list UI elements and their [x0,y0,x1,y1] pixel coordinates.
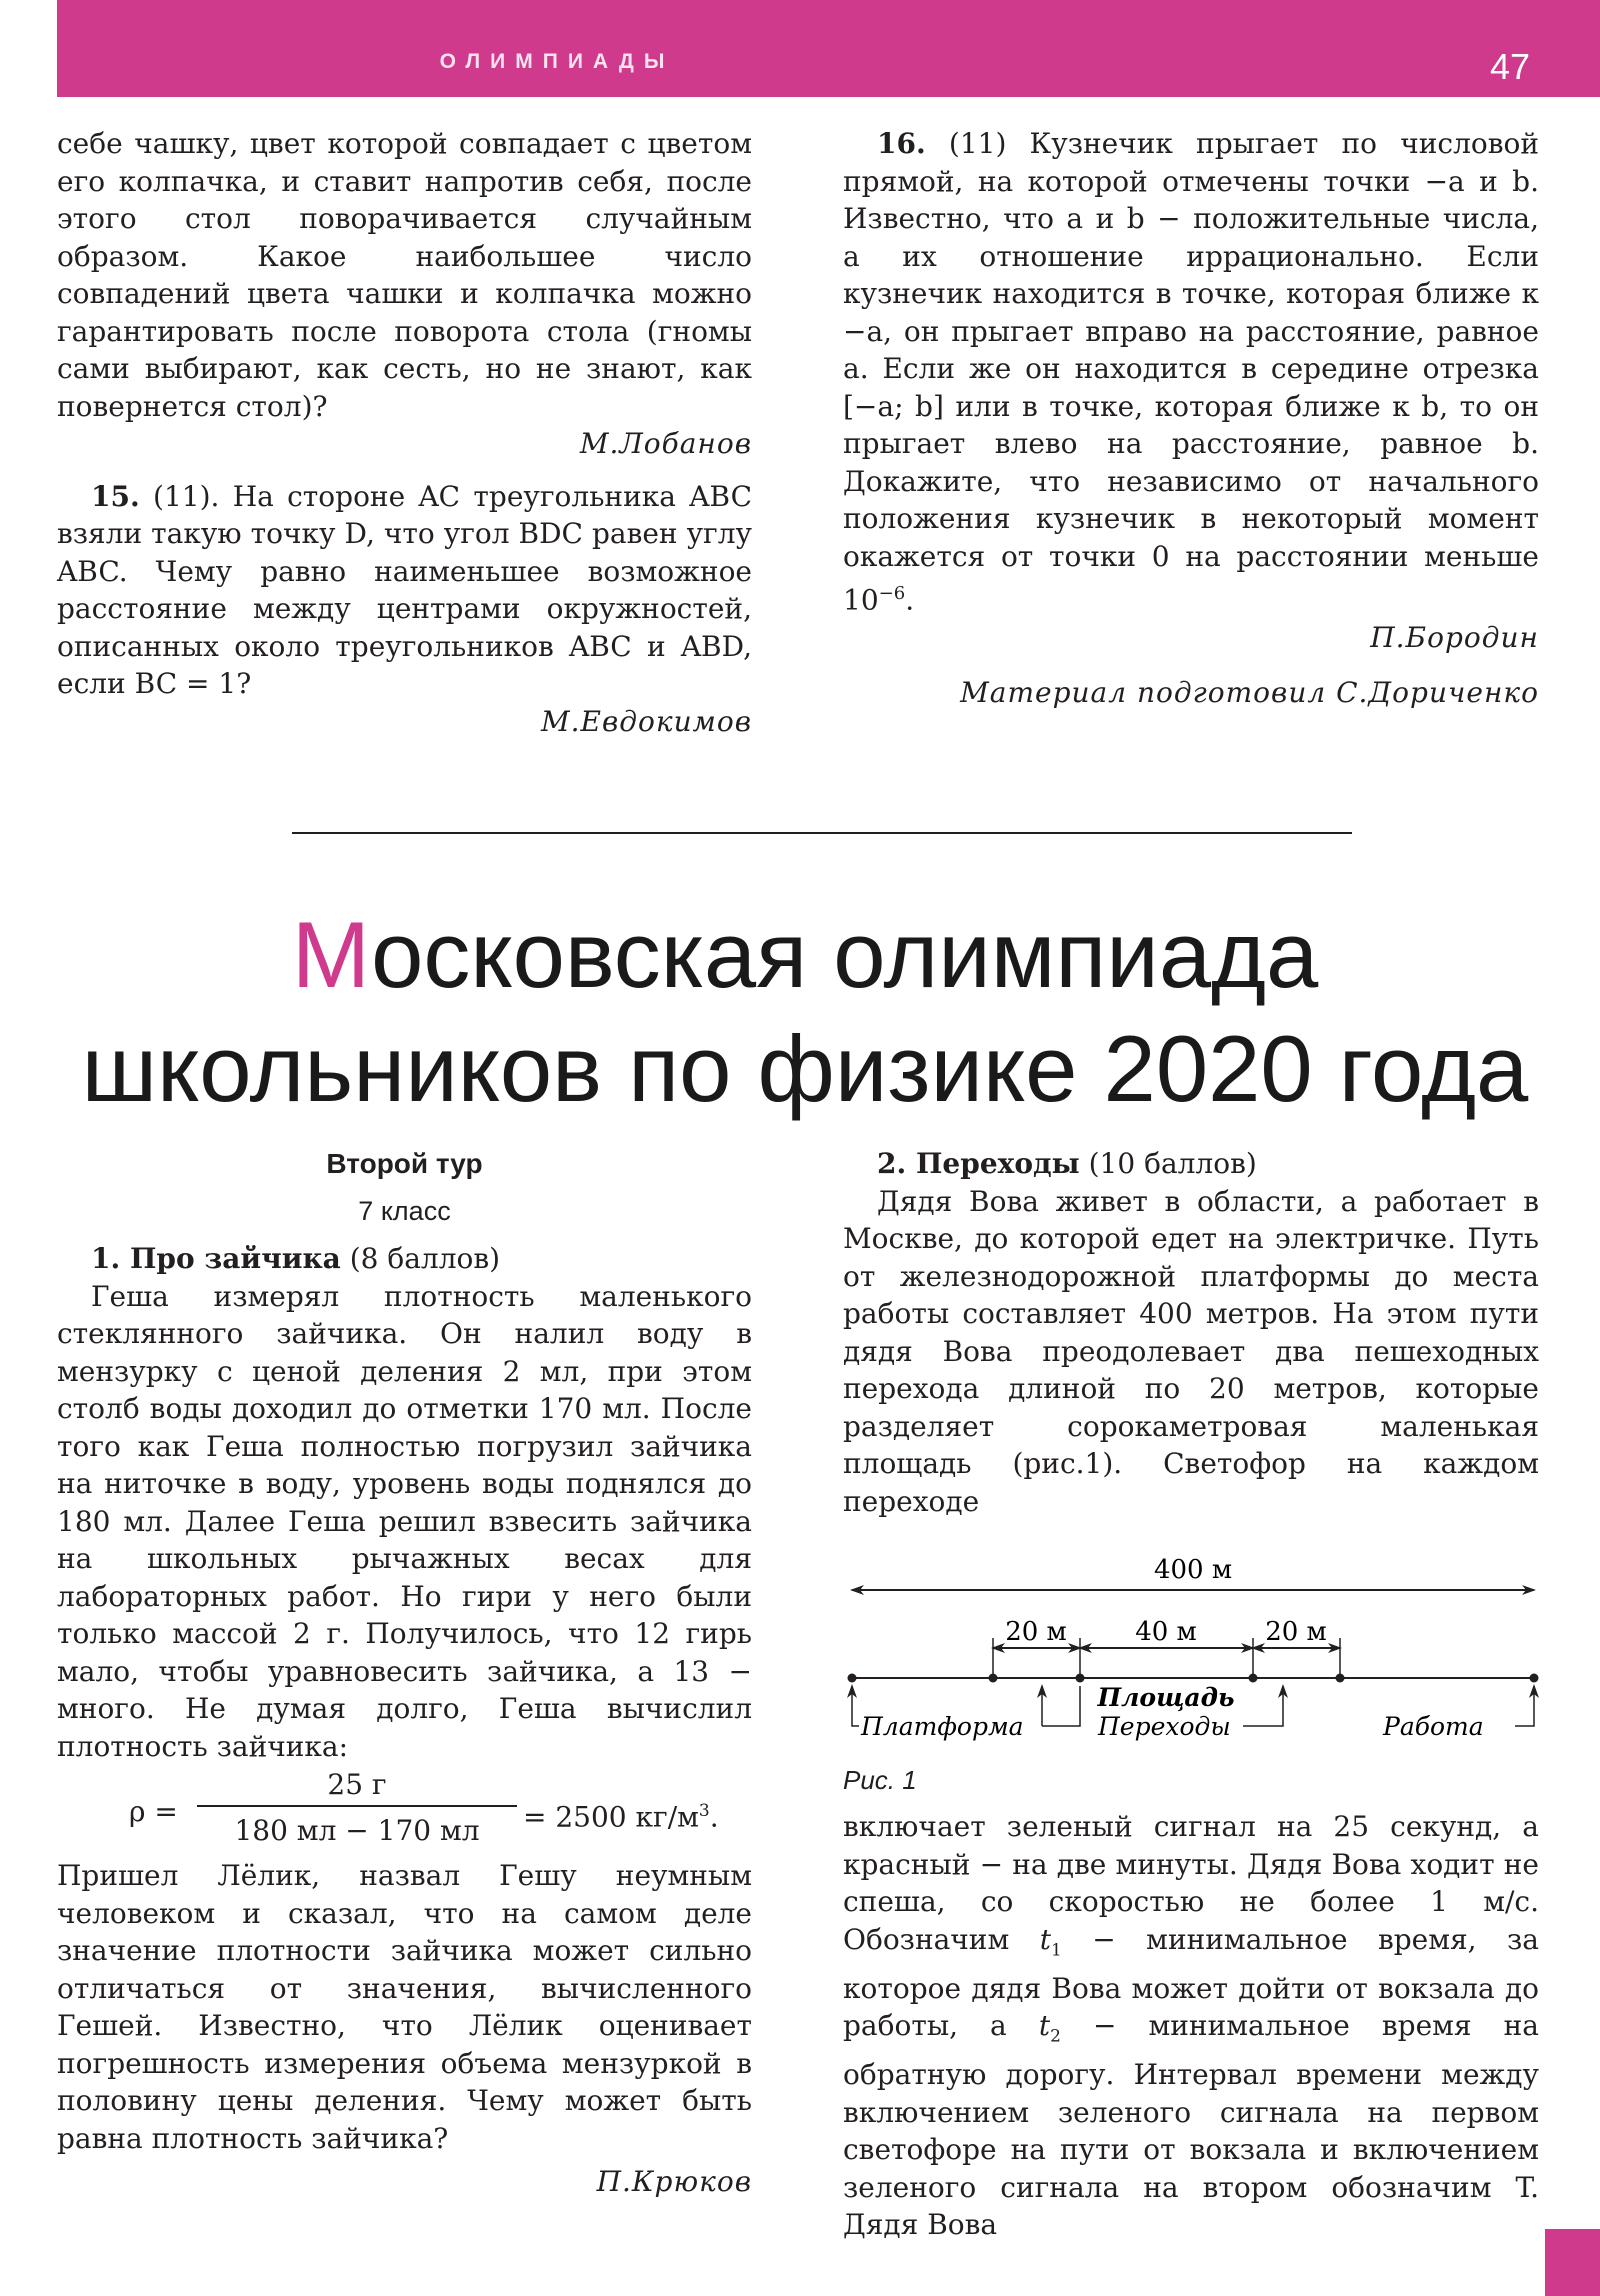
page-number: 47 [1489,46,1530,87]
problem-1-text: Геша измерял плотность маленького стеклянного зайчика. Он налил воду в мензурку с ценой деления 2 мл, при этом столб воды доходил до отметки 170 мл. После того как Геша полностью погрузил зайчика на ниточке в воду, уровень воды поднялся до 180 мл. Далее Геша решил взвесить зайчика на школьных рычажных весах для лабораторных работ. Но гири у него были только массой 2 г. Получилось, что 12 гирь мало, чтобы уравновесить зайчика, а 13 − много. Не думая долго, Геша вычислил плотность зайчика: [57,1279,752,1763]
formula-value: = 2500 кг/м [523,1800,699,1834]
formula-lhs: ρ = [129,1795,178,1828]
exponent: −6 [878,583,906,604]
problem-1-heading [57,1240,752,1278]
platform-pointer [852,1686,859,1726]
platform-point [848,1674,857,1683]
page-corner-tab [1545,2229,1600,2296]
problem-title: 1. Про зайчика [91,1242,341,1275]
platform-label: Платформа [861,1712,1024,1741]
author-signature: М.Лобанов [579,427,752,460]
top-left-column [57,125,752,740]
text-segment: − минимальное время на обратную дорогу. Интервал времени между включением зеленого сигнала на первом светофоре на пути от вокзала и включением зеленого сигнала на втором обозначим T. Дядя Вова [843,2009,1539,2242]
work-pointer [1515,1686,1534,1726]
text-segment: − минимальное время, за которое дядя Вова может дойти от вокзала до работы, а [843,1922,1539,2043]
crossing-2-end [1336,1674,1345,1683]
variable-t: t [1039,1922,1051,1956]
problem-text: (11). На стороне AC треугольника ABC взяли такую точку D, что угол BDC равен углу ABC. Чему равно наименьшее возможное расстояние между центрами окружностей, описанных около треугольников ABC и ABD, если BC = 1? [57,479,752,700]
period: . [709,1800,719,1834]
segment-3-label: 20 м [1265,1617,1327,1647]
title-initial: М [291,902,372,1007]
work-point [1530,1674,1539,1683]
problem-2-text: Дядя Вова живет в области, а работает в Москве, до которой едет на электричке. Путь от железнодорожной платформы до места работы составляет 400 метров. На этом пути дядя Вова преодолевает два пешеходных перехода длиной по 20 метров, которые разделяет сорокаметровая маленькая площадь (рис.1). Светофор на каждом переходе [843,1184,1539,1518]
figure-caption: Рис. 1 [843,1765,917,1795]
fraction-numerator: 25 г [327,1768,387,1801]
title-line-1: осковская олимпиада [371,902,1319,1007]
round-heading: Второй тур [326,1148,483,1179]
grade-heading: 7 класс [358,1195,451,1226]
work-label: Работа [1383,1712,1484,1741]
segment-1-label: 20 м [1005,1617,1067,1647]
density-formula [57,1765,752,1857]
problem-number: 15. [91,479,140,513]
fraction-denominator: 180 мл − 170 мл [234,1814,480,1847]
material-credit: Материал подготовил С.Дориченко [960,676,1539,710]
crossings-label: Переходы [1098,1712,1231,1741]
problem-text: (11) Кузнечик прыгает по числовой прямой, на которой отмечены точки −a и b. Известно, что a и b − положительные числа, а их отношение иррационально. Если кузнечик находится в точке, которая ближе к −a, он прыгает вправо на расстояние, равное a. Если же он находится в середине отрезка [−a; b] или в точке, которая ближе к b, то он прыгает влево на расстояние, равное b. Докажите, что независимо от начального положения кузнечик в некоторый момент окажется от точки 0 на расстоянии меньше 10 [843,127,1539,617]
problem-14-continuation: себе чашку, цвет которой совпадает с цветом его колпачка, и ставит напротив себя, после этого стол поворачивается случайным образом. Какое наибольшее число совпадений цвета чашки и колпачка можно гарантировать после поворота стола (гномы сами выбирают, как сесть, но не знают, как повернется стол)? [57,127,752,423]
crossing-1-end [1076,1674,1085,1683]
text-segment: включает зеленый сигнал на 25 секунд, а красный − на две минуты. Дядя Вова ходит не спеша, со скоростью не более 1 м/с. Обозначим [843,1810,1539,1956]
problem-points: (8 баллов) [340,1242,501,1275]
problem-title: 2. Переходы [877,1147,1080,1180]
article-title [60,898,1550,1126]
subscript: 1 [1050,1940,1062,1961]
page-header [57,0,1600,97]
section-divider [292,832,1352,834]
crossing-2-start [1249,1674,1258,1683]
bottom-right-column [843,1145,1539,2244]
crossing-2-pointer [1243,1686,1283,1726]
problem-2-text-continued [843,1808,1539,2244]
crossing-pointer [1042,1686,1080,1726]
subscript: 2 [1050,2026,1061,2047]
exponent: 3 [698,1801,710,1821]
total-length-label: 400 м [1153,1555,1233,1585]
problem-points: (10 баллов) [1079,1147,1257,1180]
problem-15 [57,478,752,703]
problem-1-text-continued: Пришел Лёлик, назвал Гешу неумным человеком и сказал, что на самом деле значение плотности зайчика может сильно отличаться от значения, вычисленного Гешей. Известно, что Лёлик оценивает погрешность измерения объема мензуркой в половину цены деления. Чему может быть равна плотность зайчика? [57,1859,752,2155]
segment-2-label: 40 м [1135,1617,1197,1647]
variable-t: t [1038,2009,1051,2043]
formula-rhs [523,1793,719,1836]
formula-fraction [197,1765,517,1851]
square-label: Площадь [1097,1683,1235,1712]
section-title: ОЛИМПИАДЫ [439,50,675,73]
author-signature: П.Крюков [596,2165,752,2198]
period: . [905,583,915,617]
bottom-left-column [57,1145,752,2201]
problem-16 [843,125,1539,619]
problem-2-heading [843,1145,1539,1183]
figure-1 [843,1548,1597,1808]
author-signature: П.Бородин [1370,620,1539,654]
crossing-1-start [989,1674,998,1683]
title-line-2: школьников по физике 2020 года [81,1016,1529,1121]
top-right-column [843,125,1539,712]
route-diagram [843,1548,1539,1748]
problem-number: 16. [877,127,926,160]
author-signature: М.Евдокимов [540,704,752,738]
